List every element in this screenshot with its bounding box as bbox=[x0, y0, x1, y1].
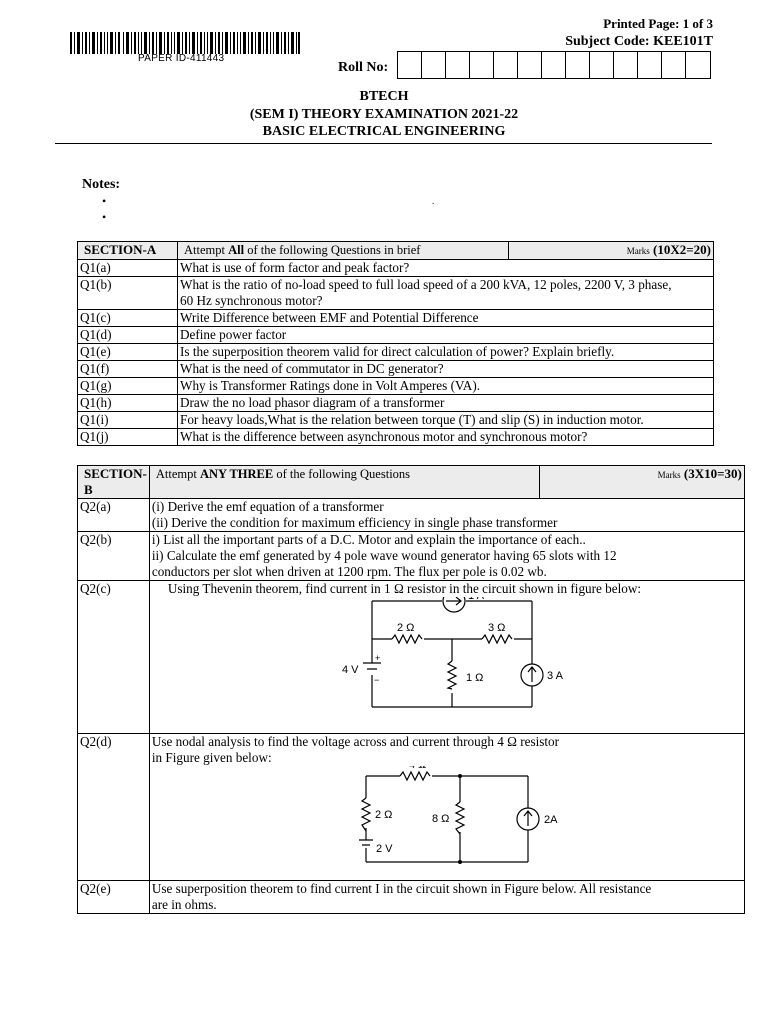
question-number: Q1(i) bbox=[78, 412, 178, 429]
question-number: Q2(b) bbox=[78, 532, 150, 581]
notes-bullet: • bbox=[102, 210, 107, 224]
nodal-circuit-figure bbox=[152, 766, 742, 876]
roll-no-digit-box[interactable] bbox=[398, 52, 422, 78]
label-2ohm: 2 Ω bbox=[396, 622, 415, 634]
question-row bbox=[78, 429, 714, 446]
roll-no-digit-box[interactable] bbox=[518, 52, 542, 78]
question-text: Is the superposition theorem valid for direct calculation of power? Explain briefly. bbox=[178, 344, 714, 361]
section-a-title: SECTION-A bbox=[78, 242, 178, 260]
question-text: What is use of form factor and peak factor? bbox=[178, 260, 714, 277]
question-number: Q2(a) bbox=[78, 499, 150, 532]
stray-mark: . bbox=[432, 196, 435, 206]
label-3ohm: 3 Ω bbox=[487, 622, 506, 634]
question-row bbox=[78, 395, 714, 412]
section-a-instruction: Attempt All of the following Questions in brief bbox=[178, 242, 509, 260]
question-number: Q1(g) bbox=[78, 378, 178, 395]
thevenin-circuit-figure bbox=[152, 597, 742, 729]
label-plus: + bbox=[374, 653, 381, 663]
barcode-image bbox=[70, 32, 300, 54]
section-a-header bbox=[78, 242, 714, 260]
question-number: Q1(f) bbox=[78, 361, 178, 378]
label-1ohm: 1 Ω bbox=[465, 672, 484, 684]
roll-no-digit-box[interactable] bbox=[446, 52, 470, 78]
question-row bbox=[78, 277, 714, 310]
roll-no-label: Roll No: bbox=[338, 60, 389, 75]
question-text: What is the difference between asynchronous motor and synchronous motor? bbox=[178, 429, 714, 446]
label-2ohm: 2 Ω bbox=[374, 809, 393, 821]
question-row-q2c bbox=[78, 581, 745, 734]
question-text: (i) Derive the emf equation of a transformer (ii) Derive the condition for maximum efficiency in single phase transformer bbox=[149, 499, 744, 532]
label-3a: 3 A bbox=[546, 670, 563, 682]
question-text: i) List all the important parts of a D.C. Motor and explain the importance of each.. ii) Calculate the emf generated by 4 pole wave wound generator having 65 slots with 12 conductors per slot when driven at 1200 rpm. The flux per pole is 0.02 wb. bbox=[149, 532, 744, 581]
roll-no-digit-box[interactable] bbox=[494, 52, 518, 78]
section-b-table bbox=[77, 465, 745, 914]
question-row bbox=[78, 361, 714, 378]
roll-no-digit-box[interactable] bbox=[590, 52, 614, 78]
notes-bullet: • bbox=[102, 194, 107, 208]
question-text: Use superposition theorem to find current I in the circuit shown in Figure below. All resistance are in ohms. bbox=[149, 881, 744, 914]
roll-no-digit-box[interactable] bbox=[422, 52, 446, 78]
roll-no-digit-box[interactable] bbox=[614, 52, 638, 78]
paper-id: PAPER ID-411443 bbox=[138, 53, 225, 64]
label-minus: − bbox=[373, 675, 380, 685]
roll-no-digit-box[interactable] bbox=[566, 52, 590, 78]
question-number: Q1(h) bbox=[78, 395, 178, 412]
question-text: Draw the no load phasor diagram of a transformer bbox=[178, 395, 714, 412]
printed-page: Printed Page: 1 of 3 bbox=[603, 16, 713, 31]
notes-label: Notes: bbox=[82, 177, 121, 192]
label-4ohm bbox=[409, 766, 426, 771]
question-number: Q2(c) bbox=[78, 581, 150, 734]
question-row-q2e bbox=[78, 881, 745, 914]
section-a-table bbox=[77, 241, 714, 446]
question-text: For heavy loads,What is the relation between torque (T) and slip (S) in induction motor. bbox=[178, 412, 714, 429]
question-text: What is the ratio of no-load speed to full load speed of a 200 kVA, 12 poles, 2200 V, 3 phase, 60 Hz synchronous motor? bbox=[178, 277, 714, 310]
question-number: Q1(d) bbox=[78, 327, 178, 344]
question-number: Q1(c) bbox=[78, 310, 178, 327]
question-row-q2d bbox=[78, 734, 745, 881]
section-b-header bbox=[78, 466, 745, 499]
question-number: Q1(e) bbox=[78, 344, 178, 361]
question-number: Q2(d) bbox=[78, 734, 150, 881]
question-row bbox=[78, 412, 714, 429]
question-number: Q1(j) bbox=[78, 429, 178, 446]
question-row bbox=[78, 260, 714, 277]
label-2a: 2A bbox=[543, 814, 558, 826]
roll-no-digit-box[interactable] bbox=[662, 52, 686, 78]
label-8ohm: 8 Ω bbox=[431, 813, 450, 825]
question-row-q2b bbox=[78, 532, 745, 581]
subject-title: BASIC ELECTRICAL ENGINEERING bbox=[262, 124, 506, 139]
roll-no-digit-box[interactable] bbox=[638, 52, 662, 78]
question-number: Q1(a) bbox=[78, 260, 178, 277]
question-text: What is the need of commutator in DC generator? bbox=[178, 361, 714, 378]
question-text: Using Thevenin theorem, find current in 1 Ω resistor in the circuit shown in figure below: 2 Ω 3 Ω 1 Ω 4 V + − 3 A bbox=[149, 581, 744, 734]
question-number: Q2(e) bbox=[78, 881, 150, 914]
header-divider bbox=[55, 143, 712, 144]
current-source-icon bbox=[443, 597, 465, 612]
question-text: Why is Transformer Ratings done in Volt Amperes (VA). bbox=[178, 378, 714, 395]
question-text: Use nodal analysis to find the voltage across and current through 4 Ω resistor in Figure given below: 2 Ω 8 Ω 2 V 2A bbox=[149, 734, 744, 881]
question-row bbox=[78, 310, 714, 327]
roll-no-boxes[interactable] bbox=[397, 51, 711, 79]
course-title: BTECH bbox=[359, 89, 409, 104]
subject-code: Subject Code: KEE101T bbox=[565, 34, 713, 49]
question-row-q2a bbox=[78, 499, 745, 532]
roll-no-digit-box[interactable] bbox=[542, 52, 566, 78]
question-text: Write Difference between EMF and Potential Difference bbox=[178, 310, 714, 327]
question-text: Define power factor bbox=[178, 327, 714, 344]
label-2v: 2 V bbox=[375, 843, 393, 855]
exam-title: (SEM I) THEORY EXAMINATION 2021-22 bbox=[249, 107, 519, 122]
label-4v: 4 V bbox=[341, 664, 359, 676]
roll-no-digit-box[interactable] bbox=[470, 52, 494, 78]
section-b-instruction: Attempt ANY THREE of the following Questions bbox=[149, 466, 539, 499]
question-row bbox=[78, 344, 714, 361]
question-number: Q1(b) bbox=[78, 277, 178, 310]
section-b-title: SECTION-B bbox=[78, 466, 150, 499]
label-1a bbox=[468, 597, 485, 602]
question-row bbox=[78, 327, 714, 344]
section-a-marks: Marks (10X2=20) bbox=[509, 242, 714, 260]
question-row bbox=[78, 378, 714, 395]
section-b-marks: Marks (3X10=30) bbox=[539, 466, 744, 499]
roll-no-digit-box[interactable] bbox=[686, 52, 710, 78]
